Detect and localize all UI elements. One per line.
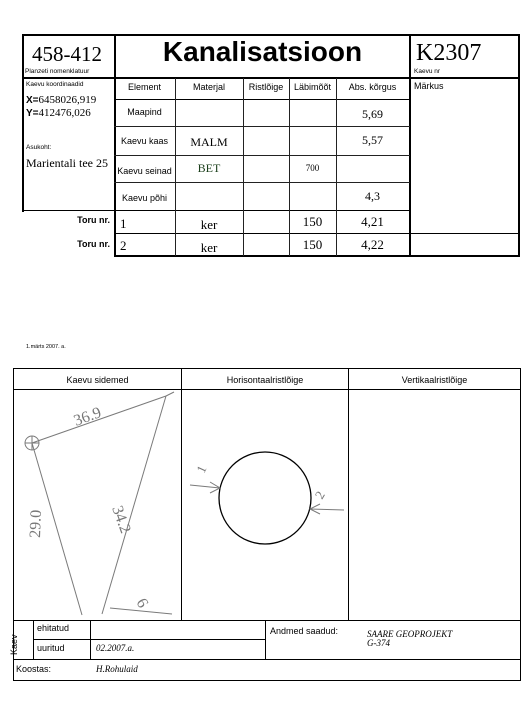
pipe-label: Toru nr. [77, 239, 110, 249]
well-number-caption: Kaevu nr [414, 68, 441, 75]
surveyed-value: 02.2007.a. [96, 643, 135, 653]
row-height: 4,3 [365, 189, 380, 203]
dim-diag: 34.2 [108, 503, 134, 536]
well-number: K2307 [416, 40, 482, 66]
col-abs-height: Abs. kõrgus [348, 82, 397, 92]
pipe-diameter: 150 [302, 237, 323, 252]
location-caption: Asukoht: [26, 144, 52, 151]
pipe-material: ker [200, 240, 218, 255]
row-element: Kaevu põhi [121, 193, 168, 203]
row-material: MALM [190, 135, 228, 149]
sketch-header-horizontal: Horisontaalristlõige [226, 375, 304, 385]
plan-number-caption: Planzeti nomenklatuur [25, 68, 90, 75]
data-source-code: G-374 [367, 638, 390, 648]
pipe-1-label: 1 [193, 463, 210, 476]
location-value: Marientali tee 25 [26, 156, 108, 170]
horizontal-section-sketch [182, 390, 348, 620]
row-height: 5,57 [362, 133, 383, 147]
col-remarks: Märkus [414, 81, 444, 91]
date-note: 1.märts 2007. a. [26, 344, 66, 350]
col-element: Element [127, 82, 162, 92]
y-coordinate: Y=412476,026 [26, 107, 91, 119]
pipe-label: Toru nr. [77, 215, 110, 225]
page-title: Kanalisatsioon [162, 36, 363, 67]
row-diameter: 700 [305, 163, 320, 173]
pipe-height: 4,22 [361, 237, 384, 252]
col-diameter: Läbimõõt [293, 82, 332, 92]
row-element: Maapind [127, 107, 162, 117]
row-element: Kaevu seinad [117, 166, 172, 176]
pipe-2-line [310, 509, 344, 510]
dim-left: 29.0 [27, 509, 45, 539]
coords-caption: Kaevu koordinaadid [26, 81, 84, 88]
col-cross-section: Ristlõige [248, 82, 284, 92]
link-line-bottom [110, 608, 172, 614]
well-circle [219, 452, 311, 544]
x-coordinate: X=6458026,919 [26, 94, 97, 106]
sketch-header-vertical: Vertikaalristlõige [401, 375, 468, 385]
data-source-label: Andmed saadud: [270, 626, 339, 636]
link-line-stub [166, 392, 174, 396]
compiled-value: H.Rohulaid [96, 664, 138, 674]
row-material: BET [197, 161, 221, 175]
col-material: Materjal [192, 82, 225, 92]
dim-bottom: 6 [132, 595, 152, 611]
plan-number: 458-412 [32, 42, 102, 66]
sketch-header-links: Kaevu sidemed [66, 375, 129, 385]
row-element: Kaevu kaas [120, 136, 169, 146]
built-label: ehitatud [37, 623, 70, 633]
pipe-2-label: 2 [311, 488, 328, 502]
well-links-sketch [14, 390, 181, 620]
row-height: 5,69 [362, 107, 383, 121]
pipe-num: 2 [120, 238, 127, 253]
pipe-material: ker [200, 217, 218, 232]
link-line-diagonal [102, 396, 166, 614]
dim-top: 36.9 [71, 404, 104, 430]
surveyed-label: uuritud [37, 643, 65, 653]
pipe-diameter: 150 [302, 214, 323, 229]
side-label: Kaev [9, 634, 19, 655]
pipe-height: 4,21 [361, 214, 384, 229]
compiled-label: Koostas: [16, 664, 52, 674]
pipe-num: 1 [120, 216, 127, 231]
data-source-value: SAARE GEOPROJEKT [367, 629, 453, 639]
